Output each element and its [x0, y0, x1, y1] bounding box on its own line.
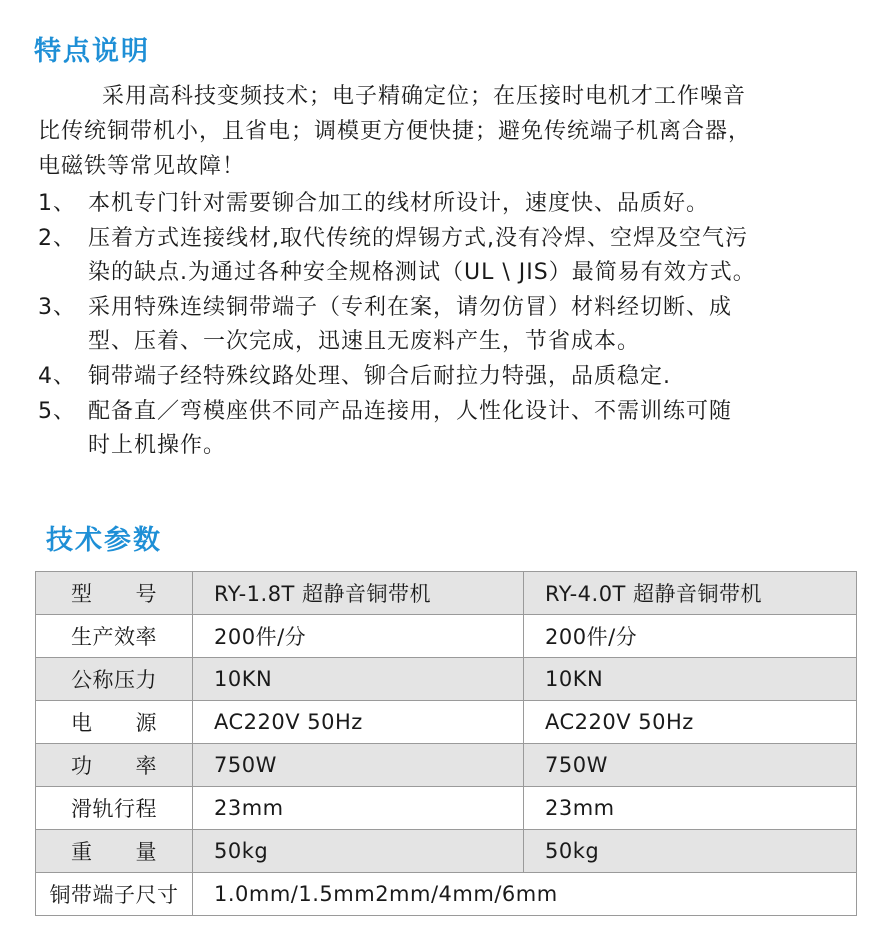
model-2-value: 200件/分	[524, 615, 857, 658]
model-2-value: 23mm	[524, 787, 857, 830]
table-row	[36, 873, 857, 916]
row-label: 滑轨行程	[36, 787, 193, 830]
model-1-value: 200件/分	[193, 615, 524, 658]
table-row	[36, 701, 857, 744]
model-1-value: AC220V 50Hz	[193, 701, 524, 744]
row-label: 铜带端子尺寸	[36, 873, 193, 916]
feature-item	[38, 291, 858, 360]
features-title: 特点说明	[34, 36, 150, 67]
feature-text: 本机专门针对需要铆合加工的线材所设计，速度快、品质好。	[88, 191, 710, 216]
feature-text: 铜带端子经特殊纹路处理、铆合后耐拉力特强，品质稳定.	[88, 363, 671, 389]
feature-number: 1、	[38, 191, 76, 216]
features-intro	[38, 79, 848, 184]
row-label: 公称压力	[36, 658, 193, 701]
model-1-value: 750W	[193, 744, 524, 787]
terminal-size-value: 1.0mm/1.5mm2mm/4mm/6mm	[193, 873, 857, 916]
model-1-value: 23mm	[193, 787, 524, 830]
feature-item	[38, 187, 858, 222]
features-list	[38, 187, 858, 464]
feature-text: 压着方式连接线材,取代传统的焊锡方式,没有冷焊、空焊及空气污	[88, 225, 748, 251]
table-row	[36, 787, 857, 830]
table-row	[36, 830, 857, 873]
intro-line: 采用高科技变频技术；电子精确定位；在压接时电机才工作噪音	[102, 84, 747, 109]
model-2-value: 10KN	[524, 658, 857, 701]
model-2-value: RY-4.0T 超静音铜带机	[524, 572, 857, 615]
row-label: 电 源	[36, 701, 193, 744]
row-label: 型 号	[36, 572, 193, 615]
params-table	[35, 571, 857, 916]
feature-text: 配备直／弯模座供不同产品连接用，人性化设计、不需训练可随	[88, 398, 733, 424]
model-1-value: 10KN	[193, 658, 524, 701]
feature-text: 染的缺点.为通过各种安全规格测试（UL \ JIS）最简易有效方式。	[88, 260, 756, 286]
table-row	[36, 744, 857, 787]
intro-line: 电磁铁等常见故障！	[38, 154, 246, 179]
feature-number: 2、	[38, 225, 76, 251]
table-row	[36, 658, 857, 701]
feature-text: 采用特殊连续铜带端子（专利在案，请勿仿冒）材料经切断、成	[88, 294, 733, 320]
feature-item	[38, 360, 858, 395]
model-1-value: RY-1.8T 超静音铜带机	[193, 572, 524, 615]
row-label: 重 量	[36, 830, 193, 873]
table-row	[36, 615, 857, 658]
table-row	[36, 572, 857, 615]
row-label: 生产效率	[36, 615, 193, 658]
feature-item	[38, 222, 858, 291]
model-2-value: 750W	[524, 744, 857, 787]
feature-number: 5、	[38, 398, 76, 424]
feature-number: 4、	[38, 363, 76, 389]
feature-number: 3、	[38, 294, 76, 320]
model-2-value: AC220V 50Hz	[524, 701, 857, 744]
model-2-value: 50kg	[524, 830, 857, 873]
feature-item	[38, 395, 858, 464]
feature-text: 型、压着、一次完成，迅速且无废料产生，节省成本。	[88, 329, 641, 355]
row-label: 功 率	[36, 744, 193, 787]
model-1-value: 50kg	[193, 830, 524, 873]
feature-text: 时上机操作。	[88, 433, 227, 459]
params-title: 技术参数	[46, 525, 162, 556]
intro-line: 比传统铜带机小，且省电；调模更方便快捷；避免传统端子机离合器，	[38, 119, 752, 144]
